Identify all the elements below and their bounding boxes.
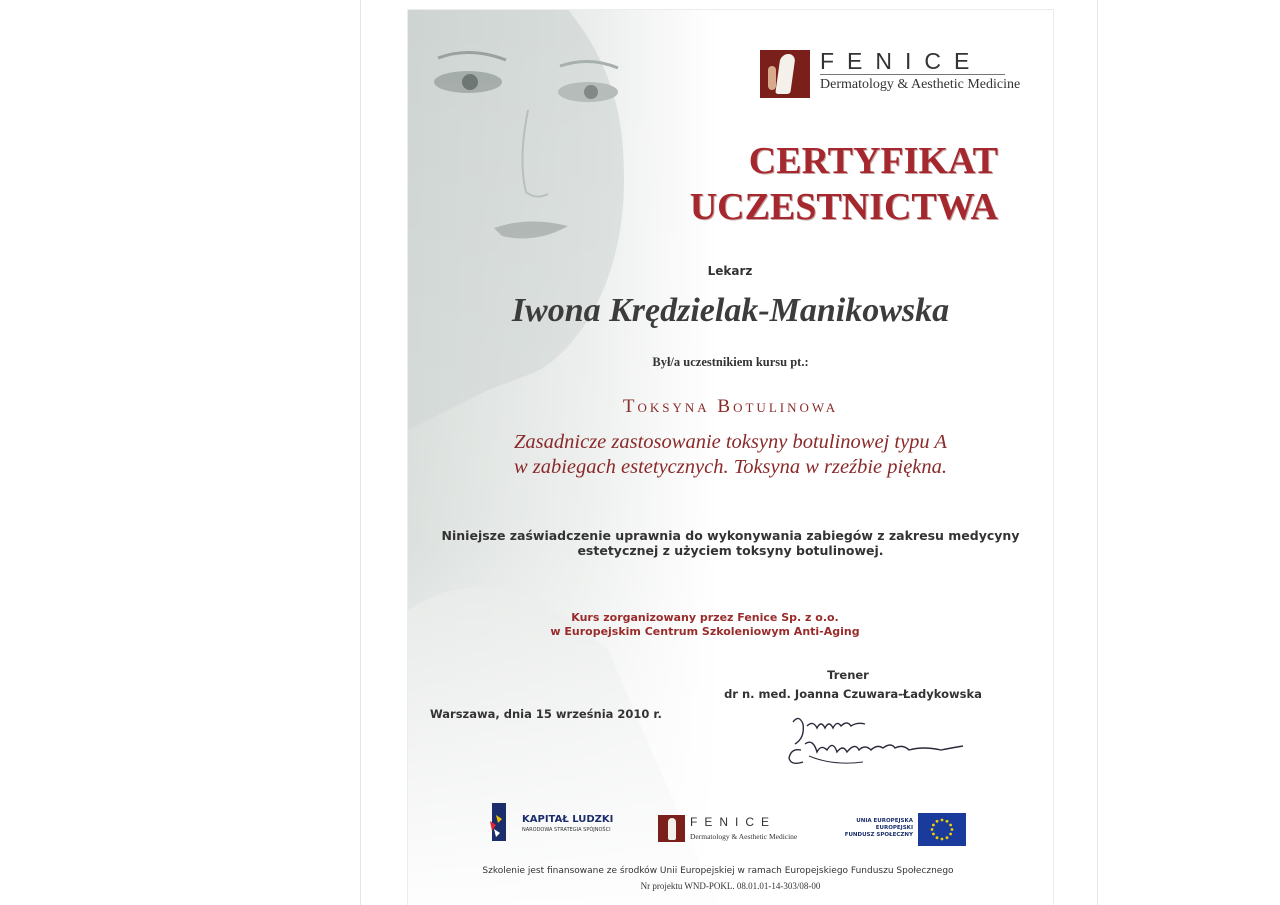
trainer-role: Trener bbox=[827, 668, 869, 682]
logo-divider bbox=[820, 74, 1005, 75]
kapital-ludzki-logo bbox=[488, 803, 618, 843]
place-and-date: Warszawa, dnia 15 września 2010 r. bbox=[430, 707, 662, 721]
certificate-title bbox=[608, 138, 998, 230]
kapital-ludzki-subtitle: NARODOWA STRATEGIA SPÓJNOŚCI bbox=[522, 827, 611, 833]
trainer-signature bbox=[773, 704, 973, 774]
fenice-small-name: FENICE bbox=[690, 815, 777, 829]
course-topic bbox=[468, 430, 993, 480]
scan-edge-left bbox=[360, 0, 361, 905]
organizer-line-2: w Europejskim Centrum Szkoleniowym Anti-Aging bbox=[550, 625, 860, 638]
fenice-small-tagline: Dermatology & Aesthetic Medicine bbox=[690, 832, 798, 841]
eu-text bbox=[828, 818, 913, 839]
funding-note: Szkolenie jest finansowane ze środków Unii Europejskiej w ramach Europejskiego Funduszu Społecznego bbox=[482, 866, 954, 876]
certificate-sheet bbox=[408, 10, 1053, 905]
fenice-logo-mark bbox=[760, 50, 810, 98]
eu-line-3: FUNDUSZ SPOŁECZNY bbox=[844, 832, 913, 838]
project-number: Nr projektu WND-POKL. 08.01.01-14-303/08-00 bbox=[640, 881, 821, 891]
kapital-ludzki-mark-icon bbox=[488, 803, 512, 841]
eu-logo bbox=[828, 803, 958, 843]
fenice-logo bbox=[760, 48, 1021, 100]
trainer-name: dr n. med. Joanna Czuwara-Ładykowska bbox=[724, 687, 982, 701]
fenice-logo-tagline: Dermatology & Aesthetic Medicine bbox=[820, 77, 1021, 92]
eu-flag-icon bbox=[918, 813, 966, 846]
organizer-note bbox=[470, 611, 940, 639]
scan-edge-right bbox=[1097, 0, 1098, 905]
course-name: Toksyna Botulinowa bbox=[622, 396, 839, 417]
title-line-2: UCZESTNICTWA bbox=[689, 186, 998, 228]
statement-line-1: Niniejsze zaświadczenie uprawnia do wykonywania zabiegów z zakresu medycyny bbox=[441, 528, 1020, 543]
organizer-line-1: Kurs zorganizowany przez Fenice Sp. z o.o. bbox=[571, 611, 839, 624]
fenice-logo-small bbox=[658, 803, 798, 843]
participant-role: Lekarz bbox=[707, 264, 753, 278]
participant-name: Iwona Krędzielak-Manikowska bbox=[511, 292, 950, 329]
course-topic-line-2: w zabiegach estetycznych. Toksyna w rzeźbie piękna. bbox=[513, 456, 948, 478]
fenice-logo-name: FENICE bbox=[820, 48, 983, 74]
title-line-1: CERTYFIKAT bbox=[748, 140, 998, 182]
eu-line-1: UNIA EUROPEJSKA bbox=[856, 818, 913, 824]
course-intro: Był/a uczestnikiem kursu pt.: bbox=[652, 355, 809, 369]
entitlement-statement bbox=[428, 528, 1033, 558]
course-topic-line-1: Zasadnicze zastosowanie toksyny botulinowej typu A bbox=[514, 431, 947, 453]
eu-line-2: EUROPEJSKI bbox=[875, 825, 913, 831]
statement-line-2: estetycznej z użyciem toksyny botulinowej. bbox=[577, 543, 884, 558]
footer-logos bbox=[408, 800, 1053, 850]
kapital-ludzki-name: KAPITAŁ LUDZKI bbox=[522, 814, 614, 825]
fenice-small-mark bbox=[658, 815, 685, 842]
